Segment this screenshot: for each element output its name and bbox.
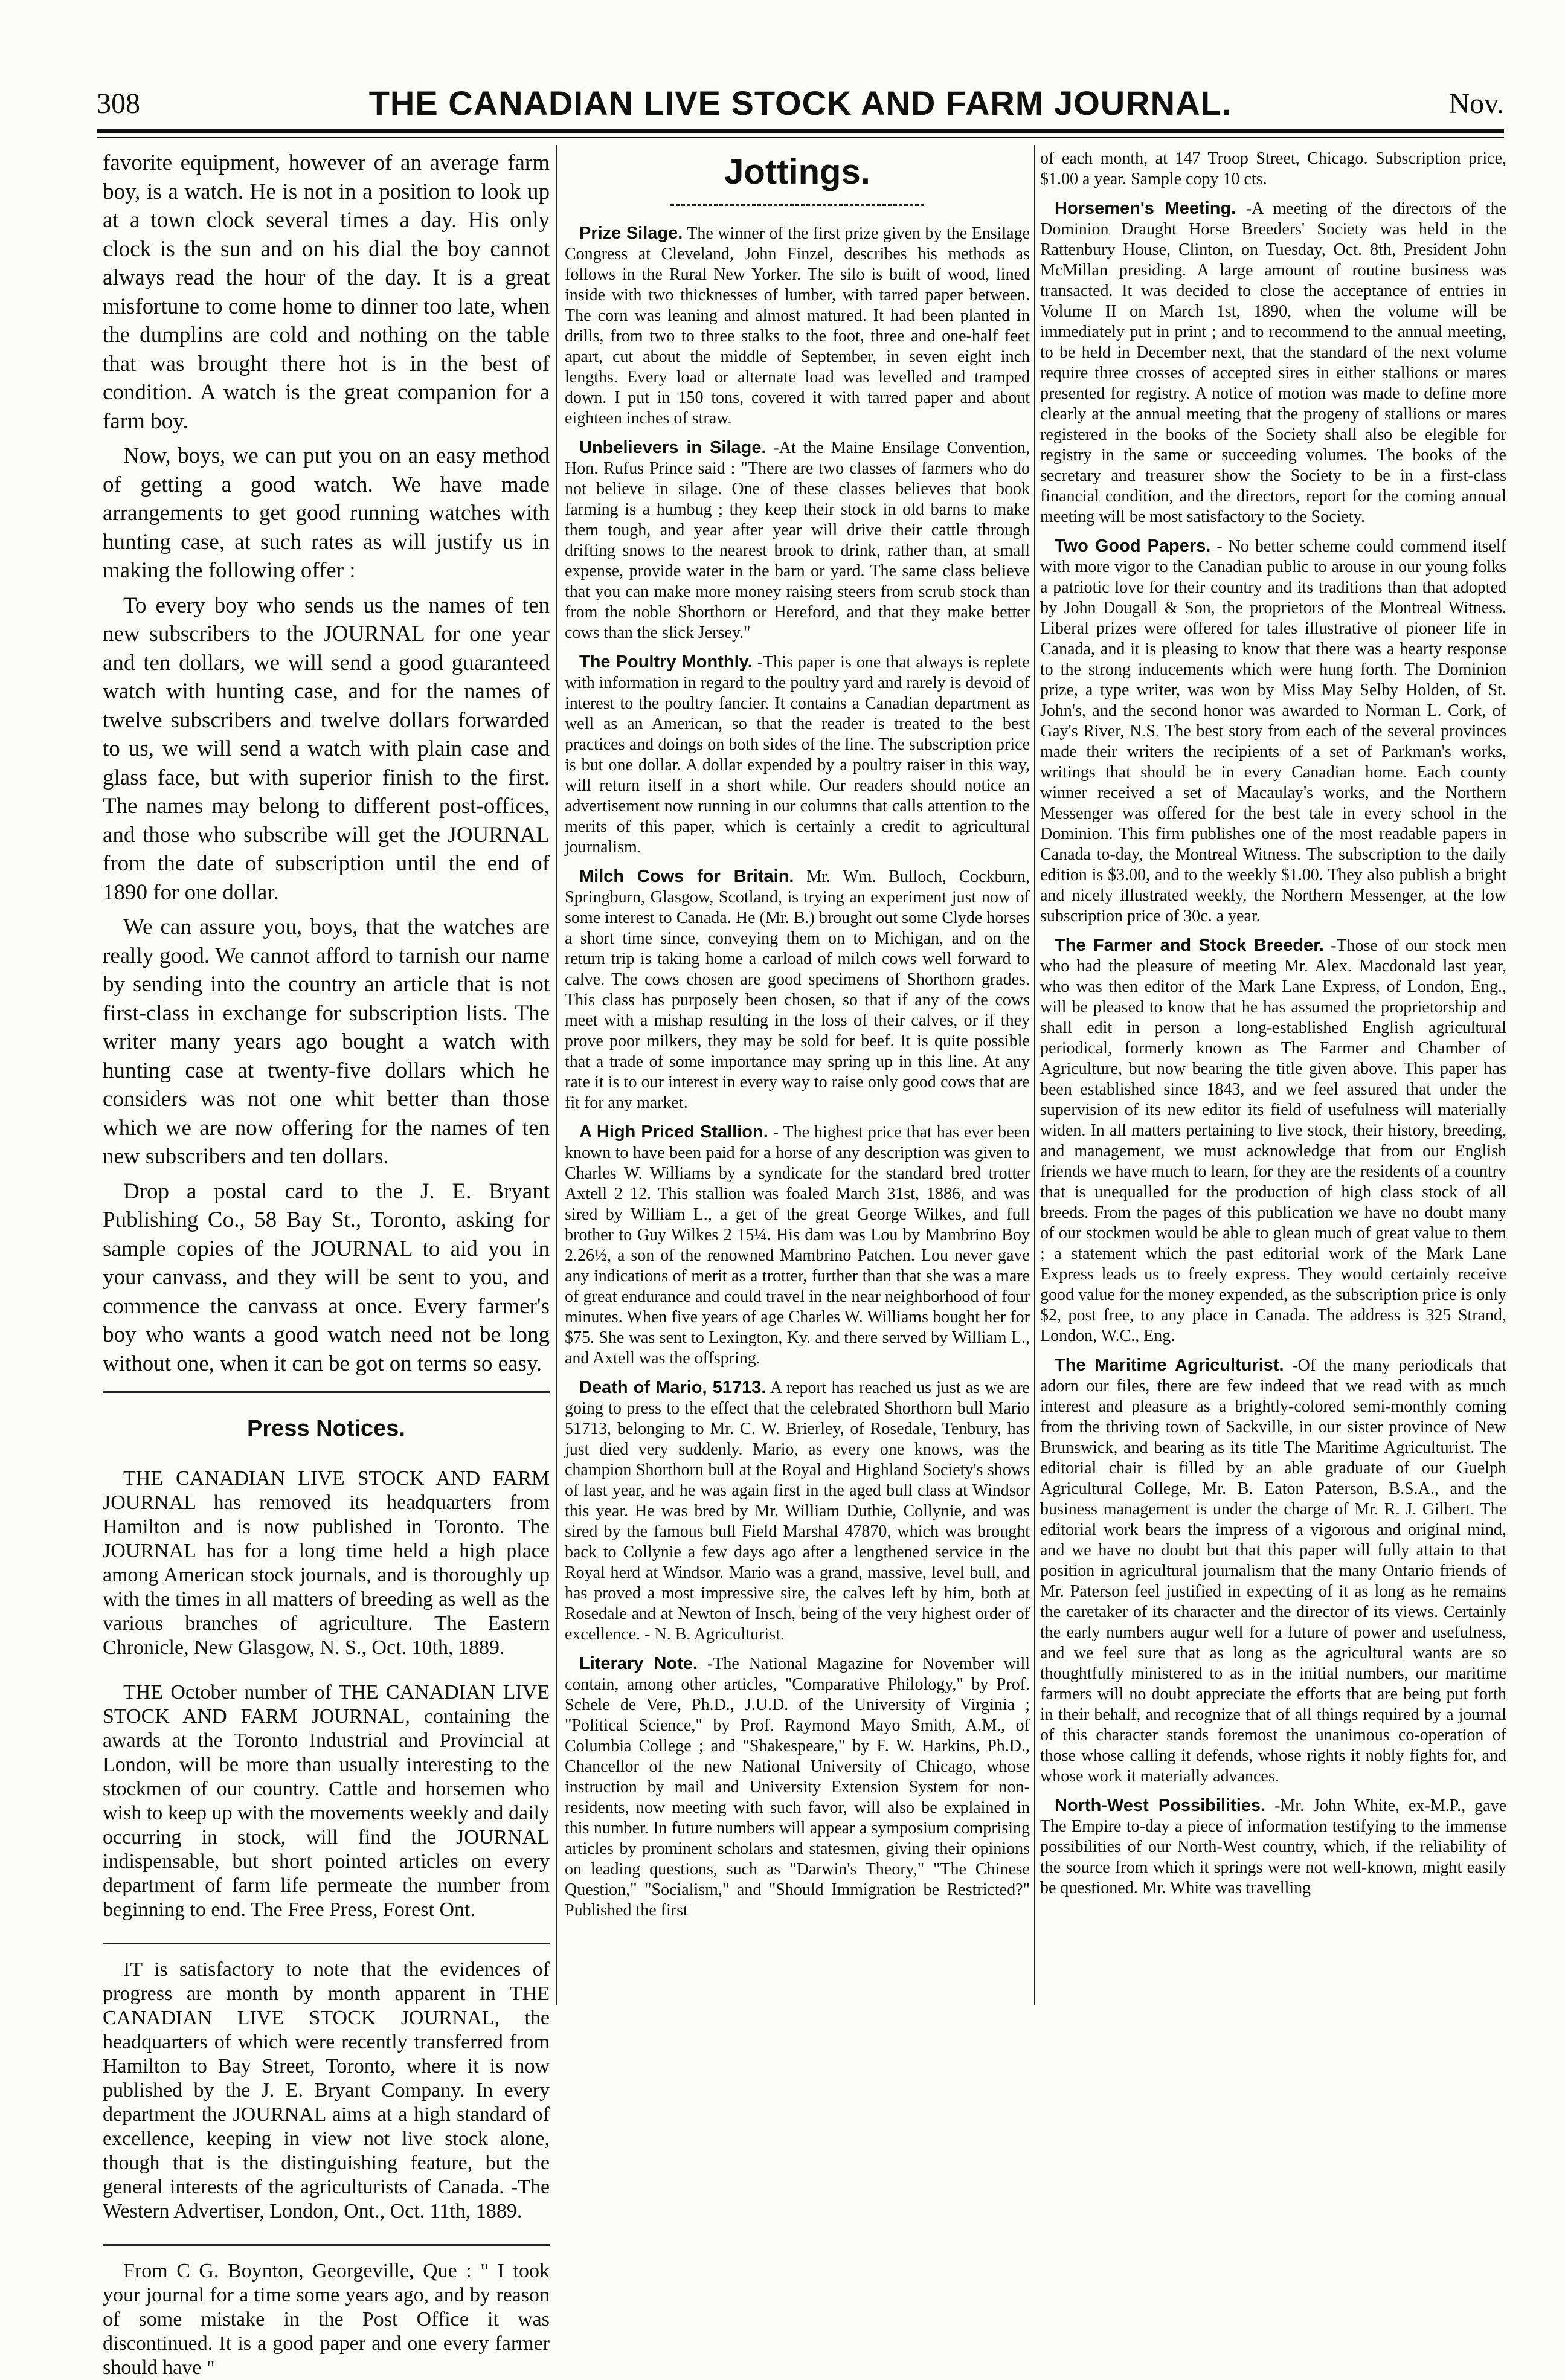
article-item — [565, 866, 1030, 1113]
section-rule — [103, 1391, 550, 1393]
article-heading: Horsemen's Meeting. — [1055, 199, 1236, 218]
column-middle — [565, 149, 1030, 2003]
article-text: Mr. Wm. Bulloch, Cockburn, Springburn, Glasgow, Scotland, is trying an experiment just now of some interest to Canada. He (Mr. B.) brought out some Clyde horses a short time since, conveying them on to Michigan, and on the return trip is taking home a carload of milch cows well forward to calve. The cows chosen are good specimens of Shorthorn grades. This class has purposely been chosen, so that if any of the cows meet with a mishap resulting in the loss of their calves, or if they prove poor milkers, they may be sold for beef. It is quite possible that a trade of some importance may spring up in this line. At any rate it is to our interest in every way to raise only good cows that are fit for any market. — [565, 867, 1030, 1112]
article-text: - No better scheme could commend itself with more vigor to the Canadian public to arouse in our young folks a patriotic love for their country and its traditions than that adopted by John Dougall & Son, the proprietors of the Montreal Witness. Liberal prizes were offered for tales illustrative of pioneer life in Canada, and it is pleasing to know that there was a hearty response to the strong inducements which were hung forth. The Dominion prize, a type writer, was won by Miss May Selby Holden, of St. John's, and the second honor was awarded to Norman L. Cork, of Gay's River, N.S. The best story from each of the several provinces made their writers the recipients of a set of Parkman's works, writings that should be in every Canadian home. Each county winner received a set of Macaulay's works, and the Northern Messenger was offered for the best tale in every school in the Dominion. This firm publishes one of the most readable papers in Canada to-day, the Montreal Witness. The subscription to the daily edition is $3.00, and to the weekly $1.00. They also publish a bright and nicely illustrated weekly, the Northern Messenger, at the low subscription price of 30c. a year. — [1040, 537, 1506, 925]
page-header — [97, 83, 1504, 126]
column-divider-2 — [1034, 145, 1035, 2005]
article-item — [565, 223, 1030, 429]
jottings-heading: Jottings. — [724, 152, 870, 191]
article-heading: Unbelievers in Silage. — [579, 438, 766, 457]
press-notices-heading: Press Notices. — [247, 1416, 405, 1441]
watch-paragraph-3: To every boy who sends us the names of ten new subscribers to the JOURNAL for one year and ten dollars, we will send a good guaranteed watch with hunting case, and for the names of twelve subscribers and twelve dollars forwarded to us, we will send a watch with plain case and glass face, but with superior finish to the first. The names may belong to different post-offices, and those who subscribe will get the JOURNAL from the date of subscription until the end of 1890 for one dollar. — [103, 593, 550, 905]
article-heading: North-West Possibilities. — [1055, 1796, 1266, 1815]
article-heading: A High Priced Stallion. — [579, 1122, 768, 1142]
header-rule-thin — [97, 137, 1504, 138]
watch-paragraph-4: We can assure you, boys, that the watches are really good. We cannot afford to tarnish our name by sending into the country an article that is not first-class in exchange for subscription lists. The writer many years ago bought a watch with hunting case at twenty-five dollars which he considers was not one whit better than those which we are now offering for the names of ten new subscribers and ten dollars. — [103, 915, 550, 1169]
article-heading: Milch Cows for Britain. — [579, 867, 794, 886]
article-text: -Those of our stock men who had the pleasure of meeting Mr. Alex. Macdonald last year, who was then editor of the Mark Lane Express, of London, Eng., will be pleased to know that he has assumed the proprietorship and shall edit in person a long-established English agricultural periodical, formerly known as The Farmer and Chamber of Agriculture, but now bearing the title given above. This paper has been established since 1843, and we feel assured that under the supervision of its new editor its field of usefulness will materially widen. In all matters pertaining to live stock, their history, breeding, and management, we must acknowledge that from our English friends we have much to learn, for they are the residents of a country that is unequalled for the production of high class stock of all breeds. From the pages of this publication we have no doubt many of our stockmen would be able to glean much of great value to them ; a statement which the past editorial work of the Mark Lane Express leads us to freely express. They would certainly receive good value for the money expended, as the subscription price is only $2, post free, to any place in Canada. The address is 325 Strand, London, W.C., Eng. — [1040, 936, 1507, 1345]
article-item — [565, 1122, 1030, 1369]
article-heading: Two Good Papers. — [1055, 536, 1211, 556]
press-notice-1: THE CANADIAN LIVE STOCK AND FARM JOURNAL has removed its headquarters from Hamilton and is now published in Toronto. The JOURNAL has for a long time held a high place among American stock journals, and is thoroughly up with the times in all matters of breeding as well as the various branches of agriculture. The Eastern Chronicle, New Glasgow, N. S., Oct. 10th, 1889. — [103, 1467, 550, 1659]
article-item — [1040, 536, 1506, 927]
page-number: 308 — [97, 88, 140, 120]
literary-note-continuation: of each month, at 147 Troop Street, Chicago. Subscription price, $1.00 a year. Sample copy 10 cts. — [1040, 149, 1506, 188]
press-notices — [103, 1467, 550, 2380]
press-notice-4: From C G. Boynton, Georgeville, Que : " I took your journal for a time some years ago, and by reason of some mistake in the Post Office it was discontinued. It is a good paper and one every farmer should have " — [103, 2259, 550, 2379]
column-left — [103, 149, 550, 2379]
jottings-rule — [670, 204, 924, 206]
watch-paragraph-5: Drop a postal card to the J. E. Bryant Publishing Co., 58 Bay St., Toronto, asking for sample copies of the JOURNAL to aid you in your canvass, and they will be sent to you, and commence the canvass at once. Every farmer's boy who wants a good watch need not be long without one, when it can be got on terms so easy. — [103, 1179, 550, 1376]
watch-paragraph-2: Now, boys, we can put you on an easy method of getting a good watch. We have made arrangements to get good running watches with hunting case, at such rates as will justify us in making the following offer : — [103, 443, 550, 583]
article-heading: Death of Mario, 51713. — [579, 1378, 766, 1397]
column-right — [1040, 149, 1506, 2003]
article-item — [1040, 198, 1506, 527]
header-rule-thick — [97, 129, 1504, 133]
article-heading: The Maritime Agriculturist. — [1055, 1356, 1284, 1375]
notes-list — [1040, 198, 1506, 1899]
column-divider-1 — [556, 145, 557, 2005]
article-text: -Mr. John White, ex-M.P., gave The Empire to-day a piece of information testifying to the immense possibilities of our North-West country, which, if the reliability of the source from which it springs were not well-known, might easily be questioned. Mr. White was travelling — [1040, 1796, 1507, 1897]
journal-title: THE CANADIAN LIVE STOCK AND FARM JOURNAL. — [368, 84, 1232, 122]
article-item — [565, 437, 1030, 643]
article-text: -Of the many periodicals that adorn our files, there are few indeed that we read with as much interest and pleasure as a brightly-colored semi-monthly coming from the thriving town of Sackville, in our sister province of New Brunswick, and bearing as its title The Maritime Agriculturist. The editorial chair is filled by an able graduate of our Guelph Agricultural College, Mr. B. Eaton Paterson, B.S.A., and the business management is under the charge of Mr. R. J. Gilbert. The editorial work bears the impress of a vigorous and original mind, and we have no doubt but that this paper will fully attain to that position in agricultural journalism that the many Ontario friends of Mr. Paterson feel justified in expecting of it as long as he remains the caretaker of its character and the director of its views. Certainly the early numbers augur well for a future of power and usefulness, and we feel sure that as long as the agricultural wants are so thoughtfully ministered to as in the initial numbers, our maritime farmers will no doubt appreciate the efforts that are being put forth in their behalf, and recognize that of all things required by a journal of this character stands foremost the unanimous co-operation of those whose calling it defends, whose rights it nobly fights for, and whose work it materially advances. — [1040, 1356, 1506, 1786]
article-text: -At the Maine Ensilage Convention, Hon. Rufus Prince said : "There are two classes of farmers who do not believe in silage. One of these classes believes that book farming is a humbug ; they keep their stock in old barns to make them tough, and year after year will drive their cattle through drifting snows to the nearest brook to drink, rather than, at small expense, provide water in the barn or yard. The same class believe that you can make more money raising steers from scrub stock than from the noble Shorthorn or Hereford, and that they make better cows than the slick Jersey." — [565, 439, 1030, 642]
article-item — [565, 1377, 1030, 1645]
press-rule-1 — [103, 1943, 550, 1944]
article-text: -A meeting of the directors of the Dominion Draught Horse Breeders' Society was held in the Rattenbury House, Clinton, on Tuesday, Oct. 8th, President John McMillan presiding. A large amount of routine business was transacted. It was decided to close the acceptance of entries in Volume II on March 1st, 1890, when the volume will be immediately put in print ; and to recommend to the annual meeting, to be held in December next, that the standard of the next volume require three crosses of accepted sires in either stallions or mares presented for registry. A notice of motion was made to define more clearly at the annual meeting that the progeny of stallions or mares registered in the books of the Society shall also be elegible for registry in the same or succeeding volumes. The books of the secretary and treasurer show the Society to be in a first-class financial condition, and the directors, report for the coming annual meeting will be most satisfactory to the Society. — [1040, 199, 1506, 526]
article-item — [1040, 1795, 1506, 1899]
article-text: -The National Magazine for November will contain, among other articles, "Comparative Philology," by Prof. Schele de Vere, Ph.D., J.U.D. of the University of Virginia ; "Political Science," by Prof. Raymond Mayo Smith, A.M., of Columbia College ; and "Shakespeare," by F. W. Harkins, Ph.D., Chancellor of the new National University of Chicago, whose instruction by mail and University Extension System for non-residents, now meeting with such favor, will also be explained in this number. In future numbers will appear a symposium comprising articles by prominent scholars and statesmen, giving their opinions on leading questions, such as "Darwin's Theory," "The Chinese Question," "Socialism," and "Should Immigration be Restricted?" Published the first — [565, 1655, 1030, 1920]
press-rule-2 — [103, 2244, 550, 2246]
article-heading: The Poultry Monthly. — [579, 652, 753, 672]
jottings-list — [565, 223, 1030, 1921]
article-item — [565, 1653, 1030, 1921]
article-heading: The Farmer and Stock Breeder. — [1055, 936, 1324, 955]
article-item — [1040, 935, 1506, 1346]
article-text: The winner of the first prize given by the Ensilage Congress at Cleveland, John Finzel, describes his methods as follows in the Rural New Yorker. The silo is built of wood, lined inside with two thicknesses of lumber, with tarred paper between. The corn was leaning and almost matured. It had been planted in drills, from two to three stalks to the foot, three and one-half feet apart, cut about the middle of September, in seven eight inch lengths. Every load or alternate load was levelled and tramped down. I put in 150 tons, covered it with tarred paper and about eighteen inches of straw. — [565, 224, 1030, 428]
article-item — [1040, 1355, 1506, 1787]
article-item — [565, 652, 1030, 858]
issue-month: Nov. — [1448, 88, 1504, 120]
article-text: A report has reached us just as we are going to press to the effect that the celebrated Shorthorn bull Mario 51713, belonging to Mr. C. W. Brierley, of Rosedale, Tenbury, has just died very suddenly. Mario, as every one knows, was the champion Shorthorn bull at the Royal and Highland Society's shows of last year, and he was again first in the aged bull class at Windsor this year. He was bred by Mr. William Duthie, Collynie, and was sired by the famous bull Field Marshal 47870, which was brought back to Collynie a few days ago after a lengthened service in the Royal herd at Windsor. Mario was a grand, massive, level bull, and has proved a most impressive sire, the calves left by him, both at Rosedale and at Newton of Insch, being of the very highest order of excellence. - N. B. Agriculturist. — [565, 1378, 1030, 1644]
article-heading: Literary Note. — [579, 1654, 698, 1673]
press-notice-3: IT is satisfactory to note that the evidences of progress are month by month apparent in THE CANADIAN LIVE STOCK JOURNAL, the headquarters of which were recently transferred from Hamilton to Bay Street, Toronto, where it is now published by the J. E. Bryant Company. In every department the JOURNAL aims at a high standard of excellence, keeping in view not live stock alone, though that is the distinguishing feature, but the general interests of the agriculturists of Canada. -The Western Advertiser, London, Ont., Oct. 11th, 1889. — [103, 1958, 550, 2222]
article-heading: Prize Silage. — [579, 224, 683, 243]
watch-paragraph-1: favorite equipment, however of an average farm boy, is a watch. He is not in a position to look up at a town clock several times a day. His only clock is the sun and on his dial the boy cannot always read the hour of the day. It is a great misfortune to come home to dinner too late, when the dumplins are cold and nothing on the table that was brought there hot is in the best of condition. A watch is the great companion for a farm boy. — [103, 150, 550, 434]
press-notice-2: THE October number of THE CANADIAN LIVE STOCK AND FARM JOURNAL, containing the awards at the Toronto Industrial and Provincial at London, will be more than usually interesting to the stockmen of our country. Cattle and horsemen who wish to keep up with the movements weekly and daily occurring in stock, will find the JOURNAL indispensable, but short pointed articles on every department of farm life permeate the number from beginning to end. The Free Press, Forest Ont. — [103, 1680, 550, 1921]
article-text: - The highest price that has ever been known to have been paid for a horse of any description was given to Charles W. Williams by a syndicate for the standard bred trotter Axtell 2 12. This stallion was foaled March 31st, 1886, and was sired by William L., a get of the great George Wilkes, and full brother to Guy Wilkes 2 15¼. His dam was Lou by Mambrino Boy 2.26½, a son of the renowned Mambrino Patchen. Lou never gave any indications of merit as a trotter, further than that she was a mare of great endurance and could travel in the near neighborhood of four minutes. When five years of age Charles W. Williams bought her for $75. She was sent to Lexington, Ky. and there served by William L., and Axtell was the offspring. — [565, 1123, 1030, 1368]
article-text: -This paper is one that always is replete with information in regard to the poultry yard and rarely is devoid of interest to the poultry fancier. It contains a Canadian department as well as an American, so that the reader is treated to the best practices and doings on both sides of the line. The subscription price is but one dollar. A dollar expended by a poultry raiser in this way, will return itself in a short while. Our readers should notice an advertisement now running in our columns that calls attention to the merits of this paper, which is certainly a credit to agricultural journalism. — [565, 653, 1030, 857]
